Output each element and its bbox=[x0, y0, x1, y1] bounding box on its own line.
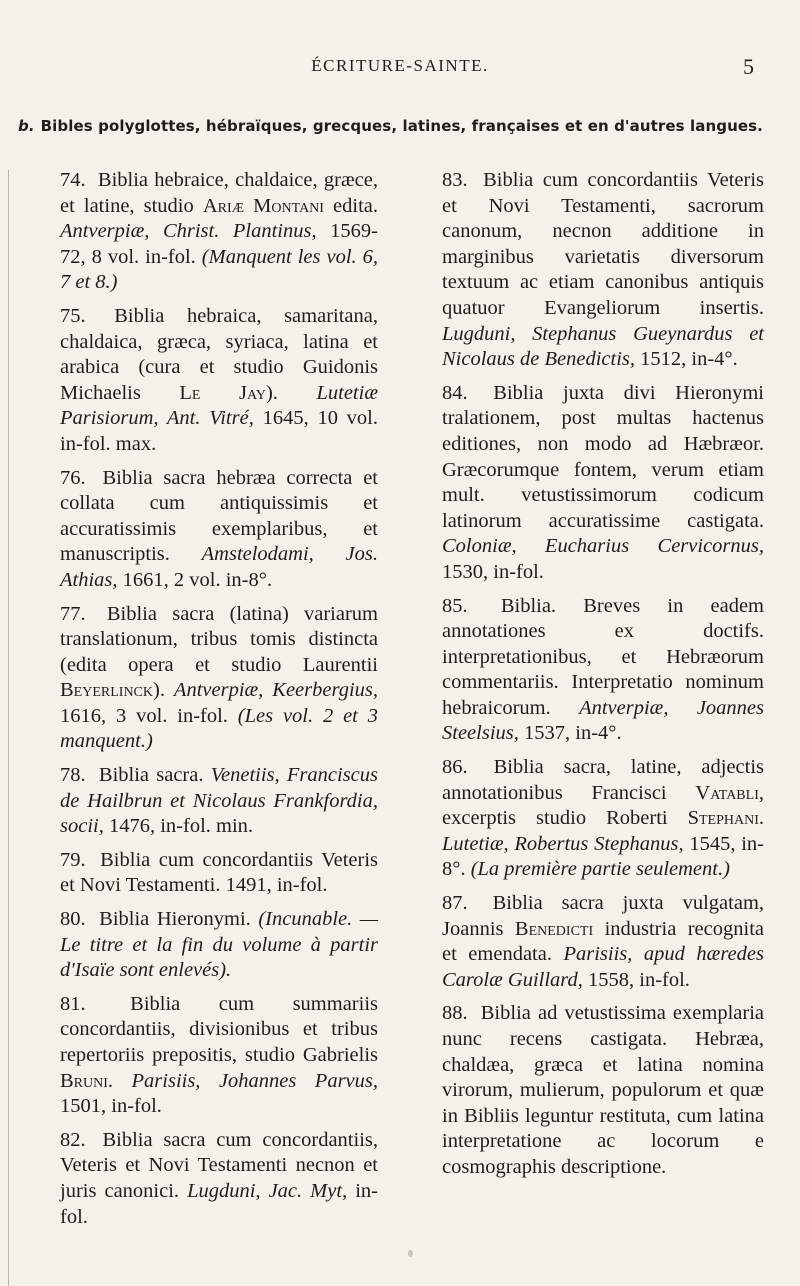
entry-publisher: Antverpiæ, Joannes Steelsius, bbox=[442, 696, 764, 745]
entry-note: (Incunable. — Le titre et la fin du volume à partir d'Isaïe sont enlevés). bbox=[60, 908, 379, 982]
section-title: Bibles polyglottes, hébraïques, grecques, latines, françaises et en d'autres langues. bbox=[40, 117, 763, 135]
entry-author: Beyerlinck bbox=[60, 679, 153, 702]
entry-publisher: Parisiis, Johannes Parvus, bbox=[131, 1069, 379, 1092]
catalogue-entry bbox=[442, 755, 764, 883]
entry-number: 88. bbox=[442, 1002, 468, 1025]
catalogue-entry bbox=[442, 891, 764, 993]
entry-imprint: 1537, in-4°. bbox=[524, 722, 622, 745]
entry-publisher: Venetiis, Franciscus de Hailbrun et Nicolaus Frankfordia, socii, bbox=[60, 764, 378, 838]
catalogue-entry bbox=[60, 992, 378, 1120]
entry-author-2: Stephani bbox=[687, 807, 759, 830]
entry-text: Biblia sacra juxta vulgatam, Joannis bbox=[442, 892, 765, 940]
catalogue-entry bbox=[60, 168, 378, 296]
entry-number: 76. bbox=[60, 466, 86, 489]
entry-note: (Manquent les vol. 6, 7 et 8.) bbox=[60, 245, 379, 294]
catalogue-entry bbox=[442, 168, 764, 373]
entry-publisher: Coloniæ, Eucharius Cervicornus, bbox=[442, 535, 764, 558]
entry-text: Biblia sacra cum concordantiis, Veteris et Novi Testamenti necnon et juris canonici. bbox=[60, 1128, 378, 1202]
entry-text-end: . bbox=[758, 807, 765, 830]
entry-publisher: Lutetiæ Parisiorum, Ant. Vitré, bbox=[60, 381, 378, 430]
entry-publisher: Amstelodami, Jos. Athias, bbox=[60, 543, 379, 591]
section-label: b. bbox=[18, 117, 35, 135]
entry-text: Biblia hebraice, chaldaice, græce, et latine, studio bbox=[60, 169, 378, 217]
entry-text-cont: industria recognita et emendata. bbox=[442, 917, 764, 966]
catalogue-entry bbox=[60, 602, 378, 756]
entry-number: 87. bbox=[442, 892, 468, 915]
entry-number: 77. bbox=[60, 602, 86, 625]
entry-text: Biblia sacra hebræa correcta et collata cum antiquissimis et accuratissimis exemplaribus, et manuscriptis. bbox=[60, 466, 379, 566]
catalogue-entry bbox=[442, 594, 764, 748]
entry-text: Biblia ad vetustissima exemplaria nunc recens castigata. Hebræa, chaldæa, græca et latina nomina virorum, mulierum, populorum et quæ in Bibliis leguntur restituta, cum latina interpretatione ac locorum e cosmographis descriptione. bbox=[442, 1002, 764, 1178]
entry-imprint: 1545, in-8°. bbox=[442, 832, 764, 881]
entry-text-cont: , excerptis studio Roberti bbox=[442, 781, 764, 830]
entry-imprint: 1616, 3 vol. in-fol. bbox=[60, 704, 228, 727]
margin-rule bbox=[8, 170, 9, 1286]
catalogue-entry bbox=[60, 1128, 378, 1230]
catalogue-entry bbox=[60, 304, 378, 458]
entry-number: 82. bbox=[60, 1128, 86, 1151]
entry-text: Biblia juxta divi Hieronymi tralationem, post multas hactenus editiones, non modo ad Hæbræor. Græcorumque fontem, verum etiam mult. vetustissimorum codicum latinorum accuratissime castigata. bbox=[442, 381, 764, 532]
catalogue-entry bbox=[442, 381, 764, 586]
entry-text: Biblia cum concordantiis Veteris et Novi Testamenti. 1491, in-fol. bbox=[60, 848, 378, 897]
entry-author: Le Jay bbox=[179, 381, 266, 404]
section-heading bbox=[18, 117, 788, 135]
entry-number: 83. bbox=[442, 169, 468, 191]
left-column bbox=[60, 168, 378, 1238]
entry-number: 79. bbox=[60, 848, 86, 871]
entry-number: 80. bbox=[60, 908, 86, 931]
catalogue-entry bbox=[60, 763, 378, 840]
entry-imprint: 1645, 10 vol. in-fol. max. bbox=[60, 407, 379, 455]
entry-text: Biblia. Breves in eadem annotationes ex doctifs. interpretationibus, et Hebræorum commentariis. Interpretatio nominum hebraicorum. bbox=[442, 594, 764, 719]
entry-publisher: Antverpiæ, Christ. Plantinus, bbox=[60, 220, 317, 243]
entry-text-cont: ). bbox=[153, 679, 165, 702]
entry-text: Biblia cum concordantiis Veteris et Novi Testamenti, sacrorum canonum, necnon additione in marginibus varietatis diversorum textuum ac etiam canonibus antiquis quatuor Evangeliorum insertis. bbox=[442, 169, 764, 319]
entry-imprint: 1476, in-fol. min. bbox=[108, 815, 254, 838]
entry-text: Biblia sacra. bbox=[98, 764, 204, 787]
entry-number: 78. bbox=[60, 764, 86, 787]
entry-text: Biblia Hieronymi. bbox=[99, 908, 251, 931]
entry-publisher: Lugduni, Stephanus Gueynardus et Nicolaus de Benedictis, bbox=[442, 322, 764, 371]
entry-imprint: 1530, in-fol. bbox=[442, 560, 544, 583]
entry-publisher: Parisiis, apud hæredes Carolæ Guillard, bbox=[442, 943, 764, 991]
entry-text: Biblia sacra, latine, adjectis annotationibus Francisci bbox=[442, 756, 765, 804]
catalogue-entry bbox=[60, 466, 378, 594]
entry-imprint: in-fol. bbox=[60, 1179, 378, 1228]
entry-publisher: Antverpiæ, Keerbergius, bbox=[173, 679, 378, 702]
entry-text-cont: edita. bbox=[333, 194, 379, 217]
entry-number: 86. bbox=[442, 756, 468, 779]
entry-text-cont: ). bbox=[265, 381, 278, 404]
right-column bbox=[442, 168, 764, 1189]
running-title: ÉCRITURE-SAINTE. bbox=[311, 56, 489, 75]
entry-author: Ariæ Montani bbox=[202, 194, 324, 217]
entry-number: 81. bbox=[60, 992, 86, 1015]
entry-imprint: 1558, in-fol. bbox=[588, 968, 690, 991]
entry-text: Biblia hebraica, samaritana, chaldaica, græca, syriaca, latina et arabica (cura et studio Guidonis Michaelis bbox=[60, 304, 378, 404]
entry-number: 75. bbox=[60, 304, 86, 327]
ink-blot bbox=[408, 1250, 413, 1257]
entry-text: Biblia cum summariis concordantiis, divisionibus et tribus repertoriis prepositis, studio Gabrielis bbox=[60, 992, 378, 1066]
entry-publisher: Lutetiæ, Robertus Stephanus, bbox=[442, 832, 684, 855]
entry-note: (Les vol. 2 et 3 manquent.) bbox=[60, 704, 378, 753]
entry-number: 85. bbox=[442, 594, 468, 617]
entry-author: Vatabli bbox=[695, 781, 759, 804]
catalogue-entry bbox=[60, 907, 378, 984]
entry-author: Bruni bbox=[60, 1069, 108, 1092]
catalogue-entry bbox=[442, 1001, 764, 1180]
entry-note: (La première partie seulement.) bbox=[470, 858, 730, 881]
catalogue-entry bbox=[60, 848, 378, 899]
entry-text: Biblia sacra (latina) variarum translationum, tribus tomis distincta (edita opera et studio Laurentii bbox=[60, 602, 379, 676]
entry-text-cont: . bbox=[107, 1069, 114, 1092]
entry-imprint: 1512, in-4°. bbox=[640, 348, 738, 371]
page-number: 5 bbox=[743, 54, 754, 79]
entry-number: 74. bbox=[60, 169, 86, 191]
entry-publisher: Lugduni, Jac. Myt, bbox=[187, 1179, 348, 1202]
entry-imprint: 1661, 2 vol. in-8°. bbox=[122, 568, 273, 591]
entry-number: 84. bbox=[442, 381, 468, 404]
running-head bbox=[0, 56, 800, 86]
entry-imprint: 1501, in-fol. bbox=[60, 1095, 162, 1118]
entry-author: Benedicti bbox=[514, 917, 594, 940]
entry-imprint: 1569-72, 8 vol. in-fol. bbox=[60, 220, 378, 268]
